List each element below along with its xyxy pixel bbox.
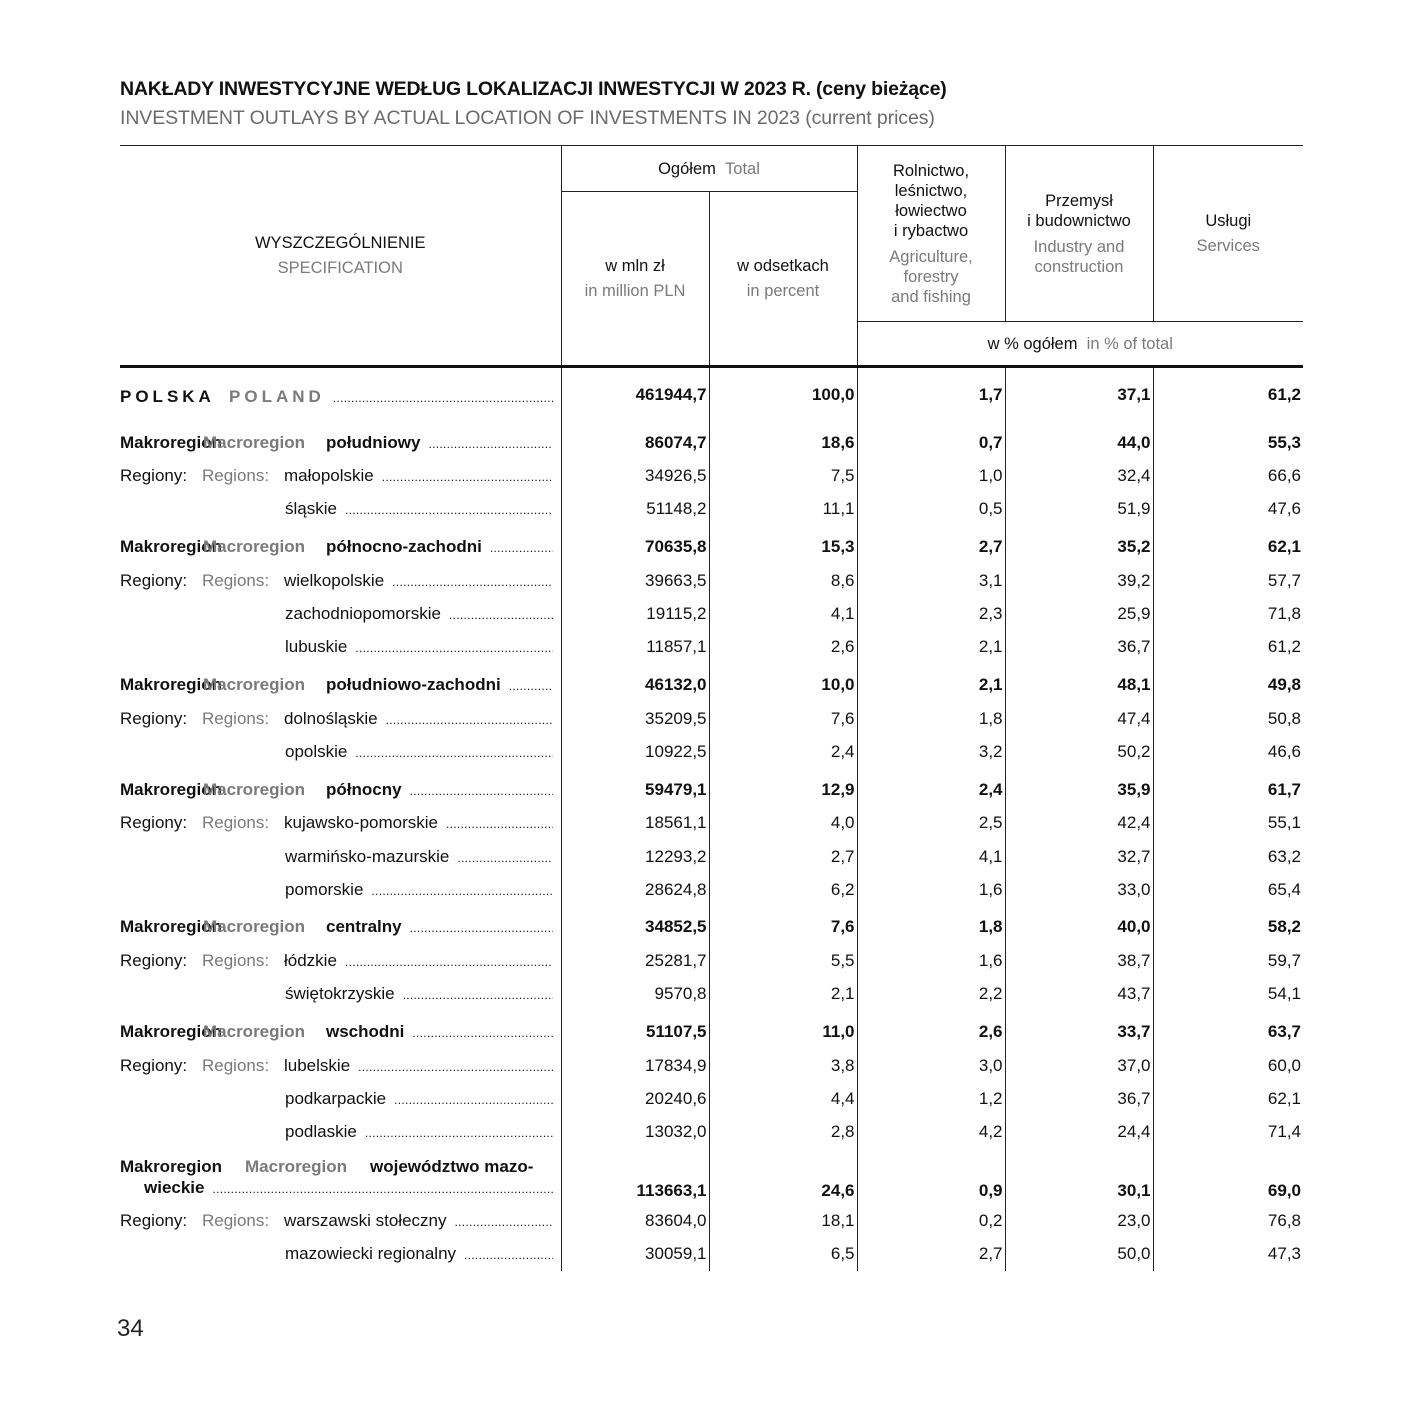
table-row	[120, 944, 1303, 977]
header-services: Usługi Services	[1153, 146, 1303, 322]
header-percent: w odsetkach in percent	[709, 192, 857, 367]
cell-mln: 18561,1	[561, 807, 709, 840]
cell-srv: 62,1	[1153, 526, 1303, 564]
table-row	[120, 664, 1303, 702]
row-name: opolskie	[285, 741, 348, 761]
cell-agri: 3,0	[857, 1049, 1005, 1082]
row-name: mazowiecki regionalny	[285, 1243, 457, 1263]
cell-agri: 2,4	[857, 769, 1005, 807]
cell-mln: 9570,8	[561, 978, 709, 1011]
cell-srv: 54,1	[1153, 978, 1303, 1011]
row-name: pomorskie	[285, 879, 364, 899]
cell-mln: 34852,5	[561, 906, 709, 944]
row-name: łódzkie	[284, 951, 337, 971]
cell-pct: 7,5	[709, 460, 857, 493]
investment-table	[120, 145, 1303, 1271]
cell-mln: 34926,5	[561, 460, 709, 493]
regions-label: Regions:	[202, 466, 270, 486]
row-name: lubelskie	[284, 1055, 351, 1075]
macroregion-label: Macroregion	[245, 1157, 348, 1177]
cell-pct: 4,0	[709, 807, 857, 840]
cell-pct: 2,1	[709, 978, 857, 1011]
regiony-label: Regiony:	[120, 813, 188, 833]
cell-pct: 4,4	[709, 1082, 857, 1115]
table-row	[120, 597, 1303, 630]
cell-srv: 49,8	[1153, 664, 1303, 702]
cell-pct: 2,7	[709, 840, 857, 873]
cell-pct: 3,8	[709, 1049, 857, 1082]
cell-srv: 47,6	[1153, 493, 1303, 526]
cell-pct: 7,6	[709, 906, 857, 944]
cell-mln: 51107,5	[561, 1011, 709, 1049]
table-row	[120, 1116, 1303, 1149]
cell-ind: 48,1	[1005, 664, 1153, 702]
cell-ind: 43,7	[1005, 978, 1153, 1011]
table-row	[120, 702, 1303, 735]
cell-pct: 18,6	[709, 422, 857, 460]
cell-ind: 36,7	[1005, 631, 1153, 664]
cell-srv: 60,0	[1153, 1049, 1303, 1082]
row-name: zachodniopomorskie	[285, 604, 441, 624]
cell-agri: 4,1	[857, 840, 1005, 873]
cell-ind: 51,9	[1005, 493, 1153, 526]
regiony-label: Regiony:	[120, 570, 188, 590]
row-name: śląskie	[285, 499, 337, 519]
cell-srv: 55,3	[1153, 422, 1303, 460]
header-million-pln: w mln zł in million PLN	[561, 192, 709, 367]
cell-ind: 37,1	[1005, 367, 1153, 422]
row-name: wielkopolskie	[284, 570, 385, 590]
table-row	[120, 769, 1303, 807]
table-row	[120, 564, 1303, 597]
header-specification: WYSZCZEGÓLNIENIE SPECIFICATION	[120, 146, 561, 367]
cell-agri: 0,9	[857, 1149, 1005, 1204]
table-row	[120, 1149, 1303, 1204]
row-label-poland: POLAND	[229, 386, 325, 406]
row-name: warmińsko-mazurskie	[285, 846, 450, 866]
cell-ind: 42,4	[1005, 807, 1153, 840]
cell-mln: 83604,0	[561, 1204, 709, 1237]
row-name: podlaskie	[285, 1122, 357, 1142]
cell-pct: 2,4	[709, 735, 857, 768]
cell-ind: 33,7	[1005, 1011, 1153, 1049]
table-row	[120, 906, 1303, 944]
row-name: warszawski stołeczny	[284, 1210, 447, 1230]
cell-agri: 3,2	[857, 735, 1005, 768]
cell-mln: 17834,9	[561, 1049, 709, 1082]
cell-mln: 39663,5	[561, 564, 709, 597]
cell-ind: 40,0	[1005, 906, 1153, 944]
cell-srv: 76,8	[1153, 1204, 1303, 1237]
cell-pct: 8,6	[709, 564, 857, 597]
cell-srv: 61,7	[1153, 769, 1303, 807]
table-row	[120, 840, 1303, 873]
cell-mln: 113663,1	[561, 1149, 709, 1204]
row-name: dolnośląskie	[284, 708, 378, 728]
cell-ind: 32,4	[1005, 460, 1153, 493]
table-row	[120, 493, 1303, 526]
table-row	[120, 735, 1303, 768]
row-name: województwo mazo-	[370, 1157, 534, 1177]
cell-ind: 44,0	[1005, 422, 1153, 460]
cell-pct: 2,6	[709, 631, 857, 664]
cell-mln: 13032,0	[561, 1116, 709, 1149]
cell-pct: 11,1	[709, 493, 857, 526]
table-row	[120, 422, 1303, 460]
makroregion-label: Makroregion	[120, 674, 223, 694]
macroregion-label: Macroregion	[203, 917, 306, 937]
makroregion-label: Makroregion	[120, 537, 223, 557]
cell-srv: 50,8	[1153, 702, 1303, 735]
cell-ind: 47,4	[1005, 702, 1153, 735]
cell-pct: 6,5	[709, 1237, 857, 1270]
row-name: kujawsko-pomorskie	[284, 813, 438, 833]
cell-agri: 1,6	[857, 944, 1005, 977]
cell-agri: 4,2	[857, 1116, 1005, 1149]
cell-pct: 15,3	[709, 526, 857, 564]
header-industry: Przemysł i budownictwo Industry and construction	[1005, 146, 1153, 322]
cell-agri: 3,1	[857, 564, 1005, 597]
row-name: podkarpackie	[285, 1089, 387, 1108]
makroregion-label: Makroregion	[120, 1022, 223, 1042]
cell-ind: 37,0	[1005, 1049, 1153, 1082]
table-row	[120, 1049, 1303, 1082]
cell-mln: 461944,7	[561, 367, 709, 422]
cell-pct: 2,8	[709, 1116, 857, 1149]
regiony-label: Regiony:	[120, 1055, 188, 1075]
regiony-label: Regiony:	[120, 708, 188, 728]
cell-mln: 46132,0	[561, 664, 709, 702]
cell-agri: 2,7	[857, 526, 1005, 564]
cell-srv: 63,7	[1153, 1011, 1303, 1049]
row-name: północno-zachodni	[326, 537, 482, 557]
table-title-polish: NAKŁADY INWESTYCYJNE WEDŁUG LOKALIZACJI INWESTYCJI W 2023 R. (ceny bieżące)	[120, 78, 947, 100]
cell-mln: 30059,1	[561, 1237, 709, 1270]
cell-pct: 7,6	[709, 702, 857, 735]
row-name: południowo-zachodni	[326, 674, 501, 694]
cell-mln: 59479,1	[561, 769, 709, 807]
cell-ind: 30,1	[1005, 1149, 1153, 1204]
regiony-label: Regiony:	[120, 1210, 188, 1230]
cell-srv: 63,2	[1153, 840, 1303, 873]
row-name: południowy	[326, 432, 421, 452]
table-row	[120, 1082, 1303, 1115]
cell-mln: 10922,5	[561, 735, 709, 768]
regions-label: Regions:	[202, 570, 270, 590]
makroregion-label: Makroregion	[120, 1157, 223, 1177]
cell-ind: 23,0	[1005, 1204, 1153, 1237]
cell-mln: 35209,5	[561, 702, 709, 735]
table-row	[120, 807, 1303, 840]
cell-agri: 0,7	[857, 422, 1005, 460]
cell-ind: 33,0	[1005, 873, 1153, 906]
cell-mln: 51148,2	[561, 493, 709, 526]
cell-pct: 24,6	[709, 1149, 857, 1204]
cell-srv: 61,2	[1153, 631, 1303, 664]
cell-pct: 100,0	[709, 367, 857, 422]
regions-label: Regions:	[202, 1210, 270, 1230]
cell-mln: 19115,2	[561, 597, 709, 630]
cell-agri: 1,8	[857, 906, 1005, 944]
regions-label: Regions:	[202, 951, 270, 971]
regions-label: Regions:	[202, 1055, 270, 1075]
macroregion-label: Macroregion	[203, 779, 306, 799]
table-row	[120, 460, 1303, 493]
cell-agri: 2,6	[857, 1011, 1005, 1049]
cell-agri: 2,1	[857, 664, 1005, 702]
cell-pct: 5,5	[709, 944, 857, 977]
table-row	[120, 1011, 1303, 1049]
row-name: świętokrzyskie	[285, 984, 395, 1004]
cell-ind: 35,2	[1005, 526, 1153, 564]
table-row	[120, 978, 1303, 1011]
cell-srv: 59,7	[1153, 944, 1303, 977]
row-label-polska: POLSKA	[120, 386, 215, 406]
cell-srv: 71,4	[1153, 1116, 1303, 1149]
row-name: centralny	[326, 917, 402, 937]
cell-srv: 69,0	[1153, 1149, 1303, 1204]
cell-agri: 1,6	[857, 873, 1005, 906]
cell-ind: 32,7	[1005, 840, 1153, 873]
row-name-continued: wieckie	[144, 1178, 205, 1198]
cell-ind: 50,2	[1005, 735, 1153, 768]
cell-agri: 2,1	[857, 631, 1005, 664]
row-name: małopolskie	[284, 466, 374, 486]
table-row	[120, 631, 1303, 664]
cell-mln: 86074,7	[561, 422, 709, 460]
cell-ind: 35,9	[1005, 769, 1153, 807]
cell-agri: 1,0	[857, 460, 1005, 493]
macroregion-label: Macroregion	[203, 674, 306, 694]
cell-agri: 0,5	[857, 493, 1005, 526]
cell-pct: 11,0	[709, 1011, 857, 1049]
row-name: północny	[326, 779, 402, 799]
cell-srv: 46,6	[1153, 735, 1303, 768]
cell-ind: 25,9	[1005, 597, 1153, 630]
cell-ind: 50,0	[1005, 1237, 1153, 1270]
cell-srv: 55,1	[1153, 807, 1303, 840]
cell-srv: 58,2	[1153, 906, 1303, 944]
regiony-label: Regiony:	[120, 466, 188, 486]
macroregion-label: Macroregion	[203, 537, 306, 557]
cell-agri: 2,5	[857, 807, 1005, 840]
table-row	[120, 1237, 1303, 1270]
table-title-english: INVESTMENT OUTLAYS BY ACTUAL LOCATION OF INVESTMENTS IN 2023 (current prices)	[120, 107, 935, 129]
cell-mln: 70635,8	[561, 526, 709, 564]
cell-srv: 61,2	[1153, 367, 1303, 422]
page-number: 34	[117, 1315, 144, 1342]
header-share-of-total: w % ogółem in % of total	[857, 322, 1303, 367]
regions-label: Regions:	[202, 708, 270, 728]
cell-agri: 2,3	[857, 597, 1005, 630]
cell-mln: 25281,7	[561, 944, 709, 977]
row-name: lubuskie	[285, 637, 348, 657]
cell-ind: 39,2	[1005, 564, 1153, 597]
cell-agri: 0,2	[857, 1204, 1005, 1237]
cell-ind: 36,7	[1005, 1082, 1153, 1115]
table-body	[120, 367, 1303, 1271]
header-total: Ogółem Total	[561, 146, 857, 192]
cell-pct: 10,0	[709, 664, 857, 702]
cell-mln: 20240,6	[561, 1082, 709, 1115]
cell-srv: 66,6	[1153, 460, 1303, 493]
header-agriculture: Rolnictwo, leśnictwo, łowiectwo i rybactwo Agriculture, forestry and fishing	[857, 146, 1005, 322]
makroregion-label: Makroregion	[120, 779, 223, 799]
cell-srv: 62,1	[1153, 1082, 1303, 1115]
cell-agri: 2,7	[857, 1237, 1005, 1270]
makroregion-label: Makroregion	[120, 917, 223, 937]
cell-mln: 11857,1	[561, 631, 709, 664]
cell-mln: 12293,2	[561, 840, 709, 873]
cell-srv: 47,3	[1153, 1237, 1303, 1270]
cell-pct: 4,1	[709, 597, 857, 630]
regiony-label: Regiony:	[120, 951, 188, 971]
table-row	[120, 367, 1303, 422]
cell-agri: 1,7	[857, 367, 1005, 422]
table-row	[120, 873, 1303, 906]
macroregion-label: Macroregion	[203, 1022, 306, 1042]
cell-pct: 12,9	[709, 769, 857, 807]
macroregion-label: Macroregion	[203, 432, 306, 452]
table-row	[120, 1204, 1303, 1237]
cell-agri: 2,2	[857, 978, 1005, 1011]
cell-srv: 71,8	[1153, 597, 1303, 630]
cell-ind: 38,7	[1005, 944, 1153, 977]
row-name: wschodni	[326, 1022, 405, 1042]
cell-srv: 57,7	[1153, 564, 1303, 597]
makroregion-label: Makroregion	[120, 432, 223, 452]
cell-pct: 18,1	[709, 1204, 857, 1237]
cell-agri: 1,8	[857, 702, 1005, 735]
table-row	[120, 526, 1303, 564]
cell-pct: 6,2	[709, 873, 857, 906]
regions-label: Regions:	[202, 813, 270, 833]
cell-agri: 1,2	[857, 1082, 1005, 1115]
cell-ind: 24,4	[1005, 1116, 1153, 1149]
cell-mln: 28624,8	[561, 873, 709, 906]
cell-srv: 65,4	[1153, 873, 1303, 906]
